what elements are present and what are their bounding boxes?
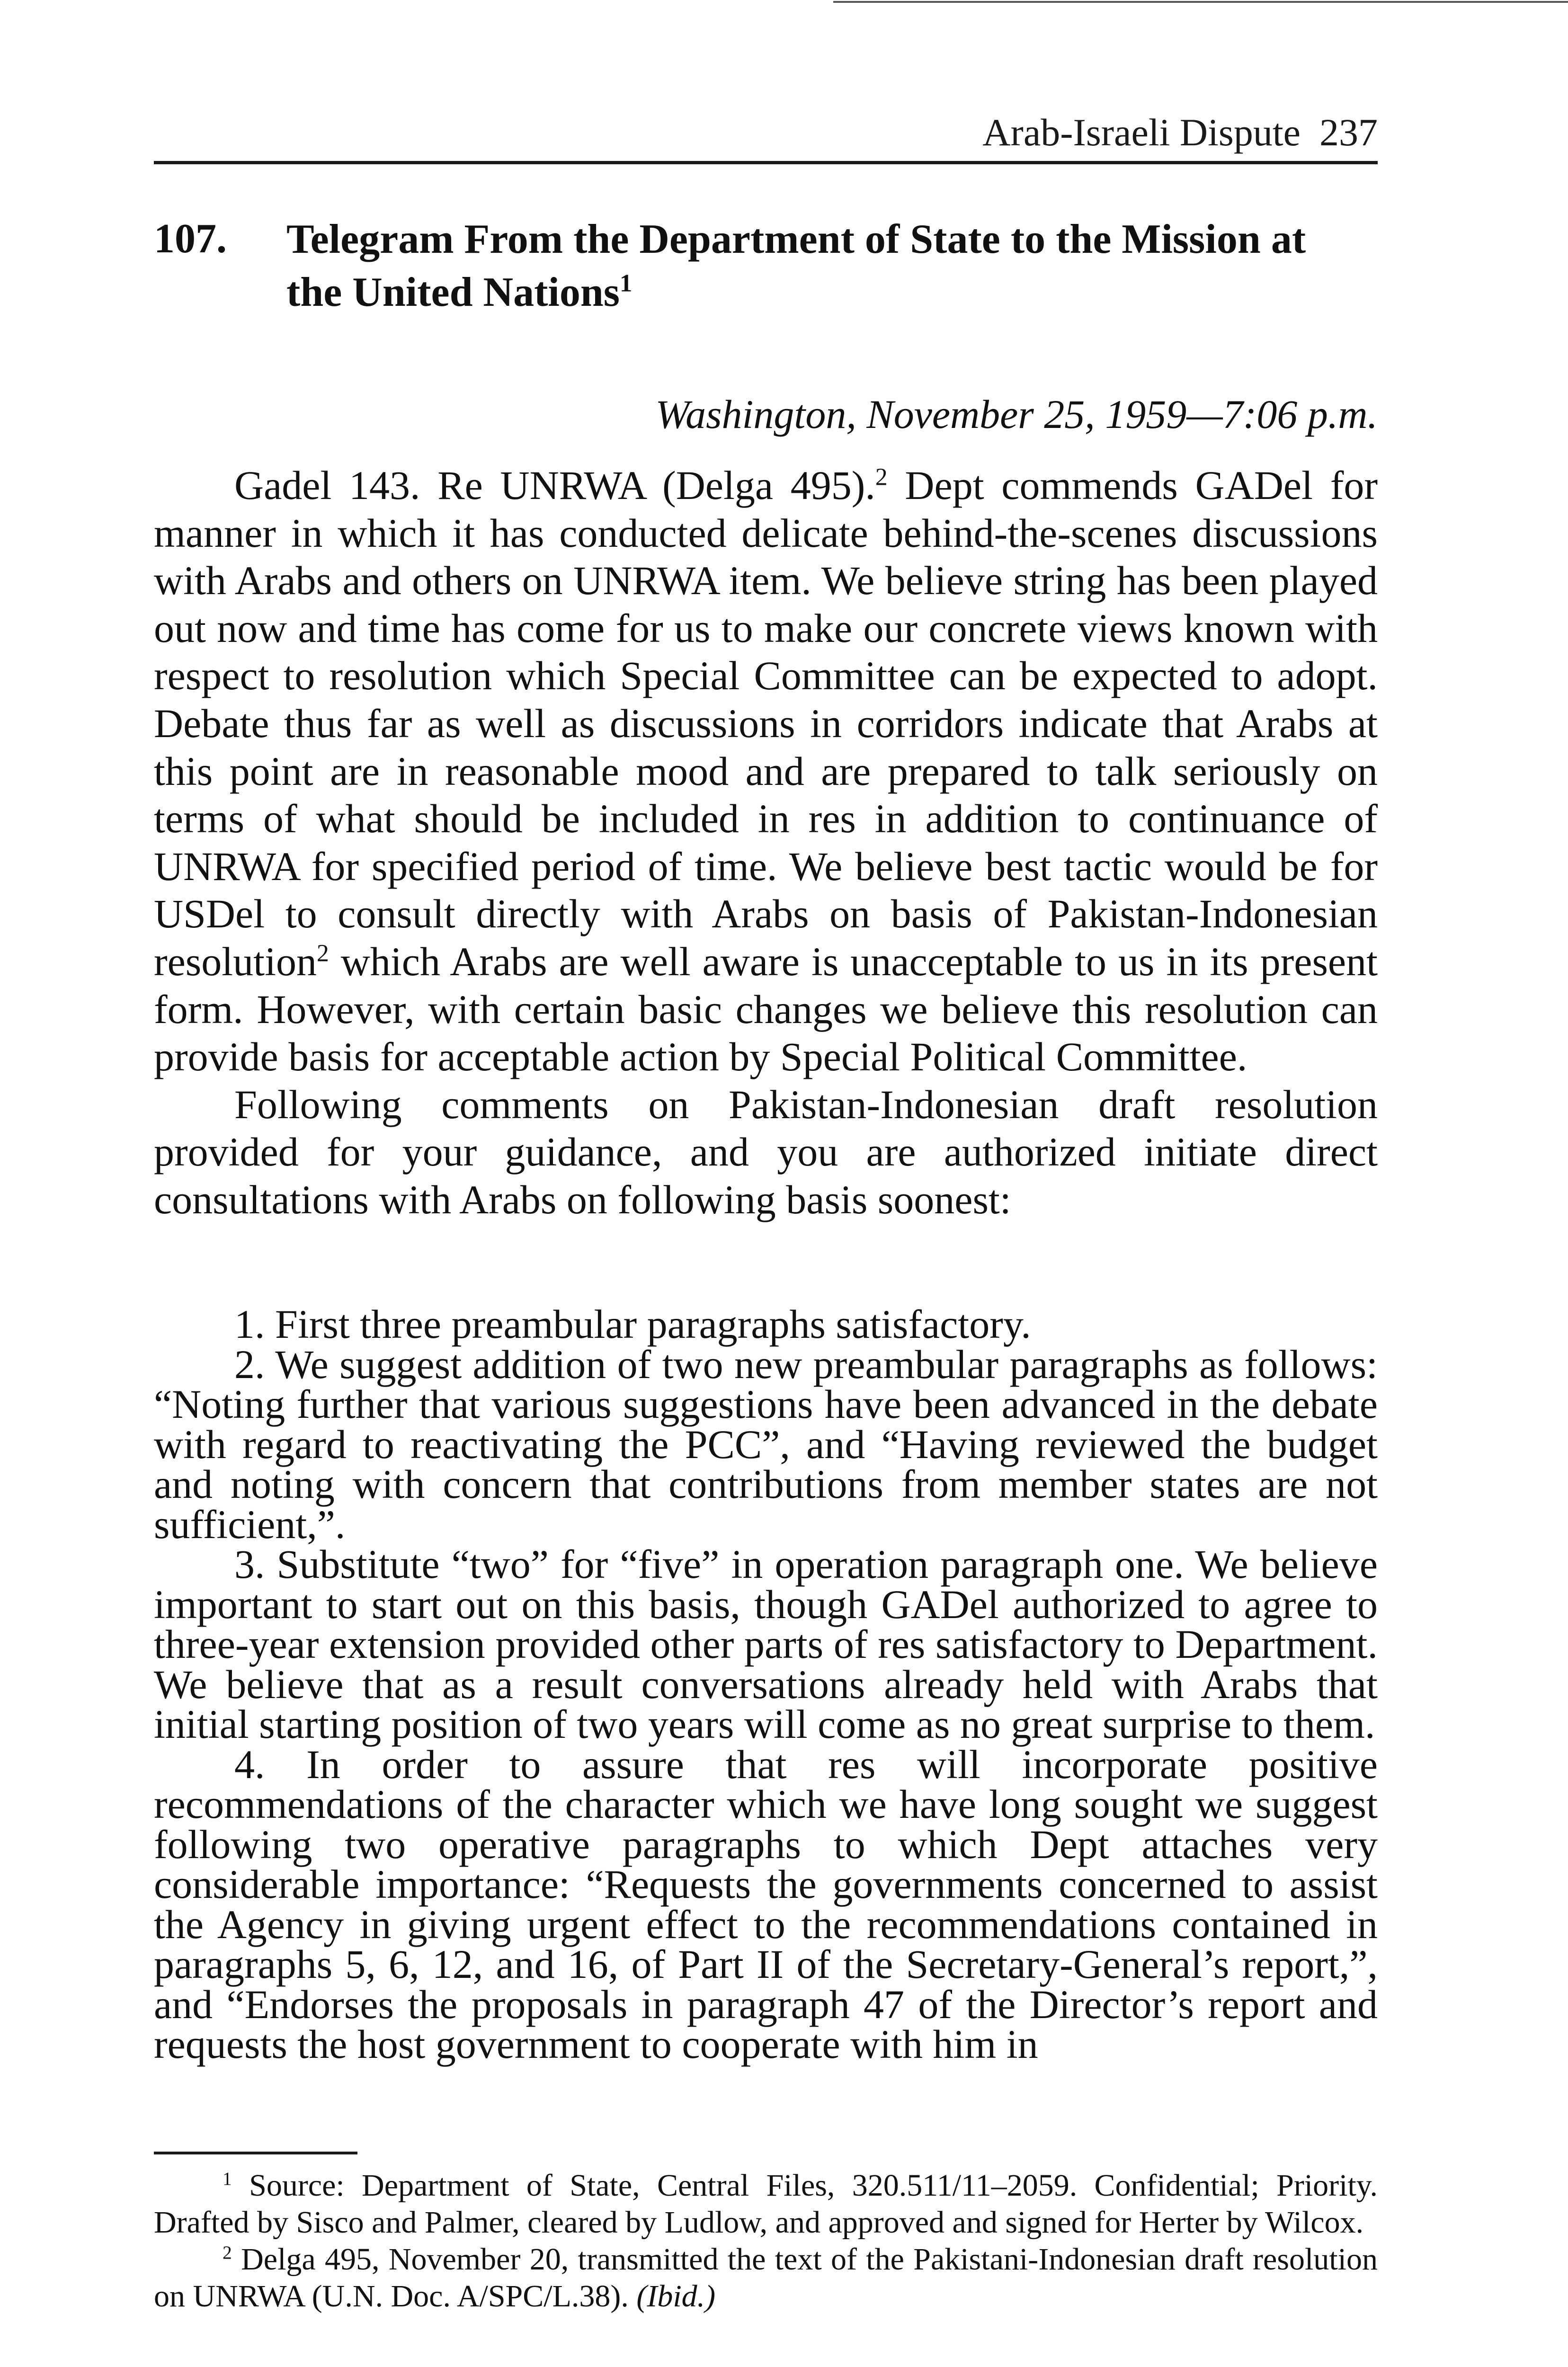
- numbered-list: [154, 1301, 1378, 2067]
- document-title: [286, 213, 1366, 319]
- list-item-2: 2. We suggest addition of two new preambular paragraphs as follows: “Noting further that various suggestions have been advanced in the debate with regard to reactivating the PCC”, and “Having reviewed the budget and noting with concern that contributions from member states are not sufficient,”.: [154, 1341, 1378, 1547]
- paragraph-1-part-a: Gadel 143. Re UNRWA (Delga 495).: [234, 463, 875, 508]
- list-item-1: 1. First three preambular paragraphs satisfactory.: [234, 1301, 1031, 1347]
- paragraph-1-part-b: Dept commends GADel for manner in which it has conducted delicate behind-the-scenes discussions with Arabs and others on UNRWA item. We believe string has been played out now and time has come for us to make our concrete views known with respect to resolution which Special Committee can be expected to adopt. Debate thus far as well as discussions in corridors indicate that Arabs at this point are in reasonable mood and are prepared to talk seriously on terms of what should be included in res in addition to continuance of UNRWA for specified period of time. We believe best tactic would be for USDel to consult directly with Arabs on basis of Pakistan-Indonesian resolution: [154, 463, 1378, 984]
- footnote-ref-2b: 2: [316, 940, 329, 967]
- document-number: 107.: [154, 216, 227, 262]
- header-rule: [154, 161, 1378, 164]
- running-head: [154, 109, 1378, 156]
- footnote-2-text: Delga 495, November 20, transmitted the text of the Pakistani-Indonesian draft resolution on UNRWA (U.N. Doc. A/SPC/L.38).: [154, 2242, 1378, 2314]
- paragraph-1: [154, 462, 1378, 1081]
- list-item-3: 3. Substitute “two” for “five” in operation paragraph one. We believe important to start out on this basis, though GADel authorized to agree to three-year extension provided other parts of res satisfactory to Department. We believe that as a result conversations already held with Arabs that initial starting position of two years will come as no great surprise to them.: [154, 1541, 1378, 1747]
- paragraph-1-part-c: which Arabs are well aware is unacceptable to us in its present form. However, with certain basic changes we believe this resolution can provide basis for acceptable action by Special Political Committee.: [154, 938, 1378, 1080]
- footnote-ref-2a: 2: [875, 463, 888, 491]
- footnote-1: [154, 2167, 1378, 2241]
- document-title-text: Telegram From the Department of State to the Mission at the United Nations: [286, 216, 1306, 315]
- body-text: [154, 462, 1378, 1224]
- footnote-2: [154, 2241, 1378, 2315]
- running-head-section: Arab-Israeli Dispute: [982, 111, 1301, 154]
- footnote-2-marker: 2: [223, 2242, 232, 2263]
- page-number: 237: [1319, 111, 1378, 154]
- footnote-rule: [154, 2152, 357, 2154]
- list-item-4: 4. In order to assure that res will incorporate positive recommendations of the character which we have long sought we suggest following two operative paragraphs to which Dept attaches very considerable importance: “Requests the governments concerned to assist the Agency in giving urgent effect to the recommendations contained in paragraphs 5, 6, 12, and 16, of Part II of the Secretary-General’s report,”, and “Endorses the proposals in paragraph 47 of the Director’s report and requests the host government to cooperate with him in: [154, 1741, 1378, 2067]
- top-edge-rule: [833, 1, 1568, 3]
- footnote-2-ibid: (Ibid.): [636, 2279, 716, 2314]
- dateline: Washington, November 25, 1959—7:06 p.m.: [655, 392, 1378, 437]
- paragraph-2: Following comments on Pakistan-Indonesian draft resolution provided for your guidance, and you are authorized initiate direct consultations with Arabs on following basis soonest:: [154, 1081, 1378, 1222]
- footnote-1-marker: 1: [223, 2168, 232, 2189]
- footnote-1-text: Source: Department of State, Central Files, 320.511/11–2059. Confidential; Priority. Drafted by Sisco and Palmer, cleared by Ludlow, and approved and signed for Herter by Wilcox.: [154, 2168, 1378, 2240]
- footnotes: [154, 2167, 1378, 2315]
- footnote-ref-1: 1: [620, 269, 633, 297]
